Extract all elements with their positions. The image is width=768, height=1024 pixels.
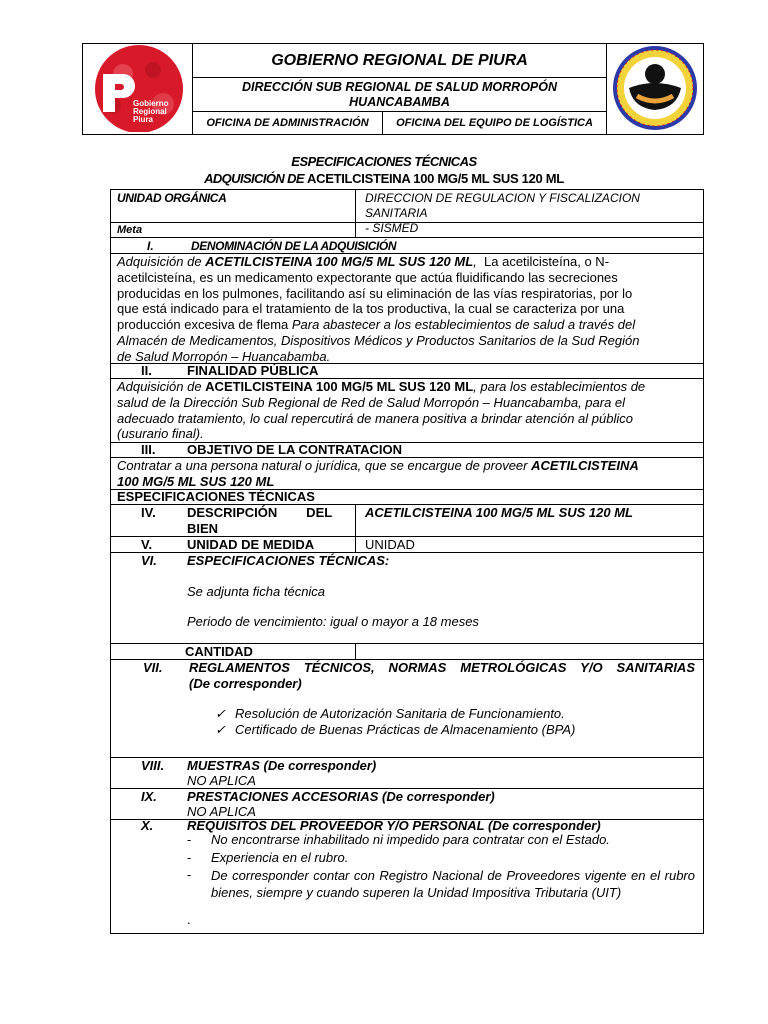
logo-left-text-3: Piura — [133, 115, 154, 124]
s2-paragraph — [117, 379, 697, 442]
row-s1-header — [111, 238, 703, 254]
unidad-value-line2: - SISMED — [365, 221, 419, 235]
office-logistica: OFICINA DEL EQUIPO DE LOGÍSTICA — [396, 117, 593, 129]
header-subtitle-line2: HUANCABAMBA — [349, 95, 450, 109]
row-s3-body — [111, 458, 703, 490]
s4-title — [187, 505, 349, 537]
s7-title — [189, 660, 695, 692]
logo-left-text-2: Regional — [133, 107, 167, 116]
s7-title-line2: (De corresponder) — [189, 675, 302, 691]
s10-title: REQUISITOS DEL PROVEEDOR Y/O PERSONAL (De corresponder) — [187, 818, 601, 833]
s6-line1: Se adjunta ficha técnica — [187, 584, 326, 599]
s3-title: OBJETIVO DE LA CONTRATACION — [187, 442, 402, 457]
s2-line-1: Adquisición de ACETILCISTEINA 100 MG/5 ML SUS 120 ML, para los establecimientos de — [117, 379, 646, 394]
s5-number: V. — [141, 537, 153, 552]
unidad-label: UNIDAD ORGÁNICA — [117, 191, 227, 205]
s5-value: UNIDAD — [365, 537, 415, 552]
s4-title-line1: DESCRIPCIÓN DEL — [187, 505, 333, 520]
meta-label: Meta — [117, 224, 143, 236]
row-s10 — [111, 820, 703, 933]
header-center — [193, 44, 606, 134]
document-subtitle — [0, 171, 768, 186]
header-offices — [193, 112, 606, 134]
s1-number: I. — [147, 239, 154, 253]
subtitle-prefix: ADQUISICIÓN DE — [204, 171, 308, 186]
s1-line-1: Adquisición de ACETILCISTEINA 100 MG/5 ML SUS 120 ML, La acetilcisteína, o N- — [117, 254, 610, 269]
logo-left-text-1: Gobierno — [133, 99, 169, 108]
s2-line-2: salud de la Dirección Sub Regional de Red de Salud Morropón – Huancabamba, para el — [117, 394, 626, 410]
s6-line2: Periodo de vencimiento: igual o mayor a 18 meses — [187, 614, 479, 629]
esp-header: ESPECIFICACIONES TÉCNICAS — [117, 489, 315, 504]
s10-item-3-text: De corresponder contar con Registro Nacional de Proveedores vigente en el rubro bienes, siempre y cuando superen la Unidad Impositiva Tributaria (UIT) — [211, 868, 695, 900]
seal-icon — [607, 44, 703, 132]
s7-item-2 — [215, 722, 575, 738]
s1-title: DENOMINACIÓN DE LA ADQUISICIÓN — [191, 239, 397, 253]
document-header — [82, 43, 704, 135]
header-subtitle — [193, 78, 606, 112]
s8-number: VIII. — [141, 758, 165, 773]
s10-item-2 — [187, 850, 695, 866]
row-s5 — [111, 537, 703, 553]
s1-line-5: producción excesiva de flema Para abastecer a los establecimientos de salud a través del — [117, 317, 636, 333]
s1-paragraph — [117, 254, 697, 365]
dash-bullet: - — [187, 832, 192, 847]
disa-seal-logo — [606, 44, 703, 134]
row-cantidad — [111, 644, 703, 660]
s2-line-3: adecuado tratamiento, lo cual repercutirá de manera positiva a brindar atención al público — [117, 410, 633, 426]
unidad-value-line1: DIRECCION DE REGULACION Y FISCALIZACION SANITARIA — [365, 191, 640, 220]
s2-number: II. — [141, 363, 152, 378]
row-s1-body — [111, 254, 703, 364]
cantidad-label: CANTIDAD — [185, 644, 253, 659]
s8-title: MUESTRAS (De corresponder) — [187, 758, 377, 773]
s4-value: ACETILCISTEINA 100 MG/5 ML SUS 120 ML — [365, 505, 633, 520]
s10-item-3 — [187, 867, 695, 919]
row-s9 — [111, 789, 703, 820]
s2-title: FINALIDAD PÚBLICA — [187, 363, 319, 378]
row-s7 — [111, 660, 703, 758]
s3-number: III. — [141, 442, 156, 457]
row-s4 — [111, 505, 703, 537]
row-s2-body — [111, 379, 703, 443]
s5-title: UNIDAD DE MEDIDA — [187, 537, 315, 552]
s7-item-1 — [215, 706, 565, 722]
dash-bullet: - — [187, 867, 192, 882]
document-title: ESPECIFICACIONES TÉCNICAS — [291, 154, 477, 169]
s1-line-3: producidas en los pulmones, facilitando así su eliminación de las vías respiratorias, por lo — [117, 285, 633, 301]
s7-title-line1: REGLAMENTOS TÉCNICOS, NORMAS METROLÓGICAS Y/O SANITARIAS — [189, 660, 695, 675]
s10-item-1-text: No encontrarse inhabilitado ni impedido para contratar con el Estado. — [211, 832, 610, 847]
s1-line-7: de Salud Morropón – Huancabamba. — [117, 348, 331, 364]
header-subtitle-line1: DIRECCIÓN SUB REGIONAL DE SALUD MORROPÓN — [241, 80, 558, 94]
dash-bullet: - — [187, 850, 192, 865]
row-s8 — [111, 758, 703, 789]
row-meta — [111, 223, 703, 238]
s9-title: PRESTACIONES ACCESORIAS (De corresponder) — [187, 789, 495, 804]
s3-line-2: 100 MG/5 ML SUS 120 ML — [117, 473, 275, 489]
s3-line-1: Contratar a una persona natural o jurídica, que se encargue de proveer ACETILCISTEINA — [117, 458, 639, 473]
s4-title-line2: BIEN — [187, 520, 219, 536]
s8-value: NO APLICA — [187, 773, 256, 788]
row-s3-header — [111, 443, 703, 458]
s10-trailing-dot: . — [187, 912, 191, 927]
s7-item-1-text: Resolución de Autorización Sanitaria de Funcionamiento. — [235, 706, 565, 721]
s1-line-4: que está indicado para el tratamiento de la tos productiva, la cual se caracteriza por una — [117, 301, 625, 317]
check-icon: ✓ — [215, 706, 226, 721]
s6-number: VI. — [141, 553, 157, 568]
s1-line-6: Almacén de Medicamentos, Dispositivos Médicos y Productos Sanitarios de la Sud Región — [117, 332, 640, 348]
s1-line-2: acetilcisteína, es un medicamento expectorante que actúa fluidificando las secreciones — [117, 269, 618, 285]
header-title: GOBIERNO REGIONAL DE PIURA — [193, 44, 606, 78]
specifications-table — [110, 189, 704, 934]
s3-paragraph — [117, 458, 697, 490]
s9-number: IX. — [141, 789, 157, 804]
s10-item-1 — [187, 832, 695, 848]
row-s6 — [111, 553, 703, 644]
s7-number: VII. — [143, 660, 163, 675]
subtitle-item: ACETILCISTEINA 100 MG/5 ML SUS 120 ML — [307, 171, 564, 186]
s4-number: IV. — [141, 505, 156, 520]
s2-line-4: (usurario final). — [117, 426, 204, 442]
row-s2-header — [111, 364, 703, 379]
s10-number: X. — [141, 818, 154, 833]
s9-value: NO APLICA — [187, 804, 256, 819]
s6-title: ESPECIFICACIONES TÉCNICAS: — [187, 553, 390, 568]
check-icon: ✓ — [215, 722, 226, 737]
s7-item-2-text: Certificado de Buenas Prácticas de Almacenamiento (BPA) — [235, 722, 576, 737]
row-esp-header — [111, 490, 703, 505]
s10-item-2-text: Experiencia en el rubro. — [211, 850, 349, 865]
gobierno-regional-logo — [83, 44, 193, 134]
office-administracion: OFICINA DE ADMINISTRACIÓN — [193, 112, 383, 134]
